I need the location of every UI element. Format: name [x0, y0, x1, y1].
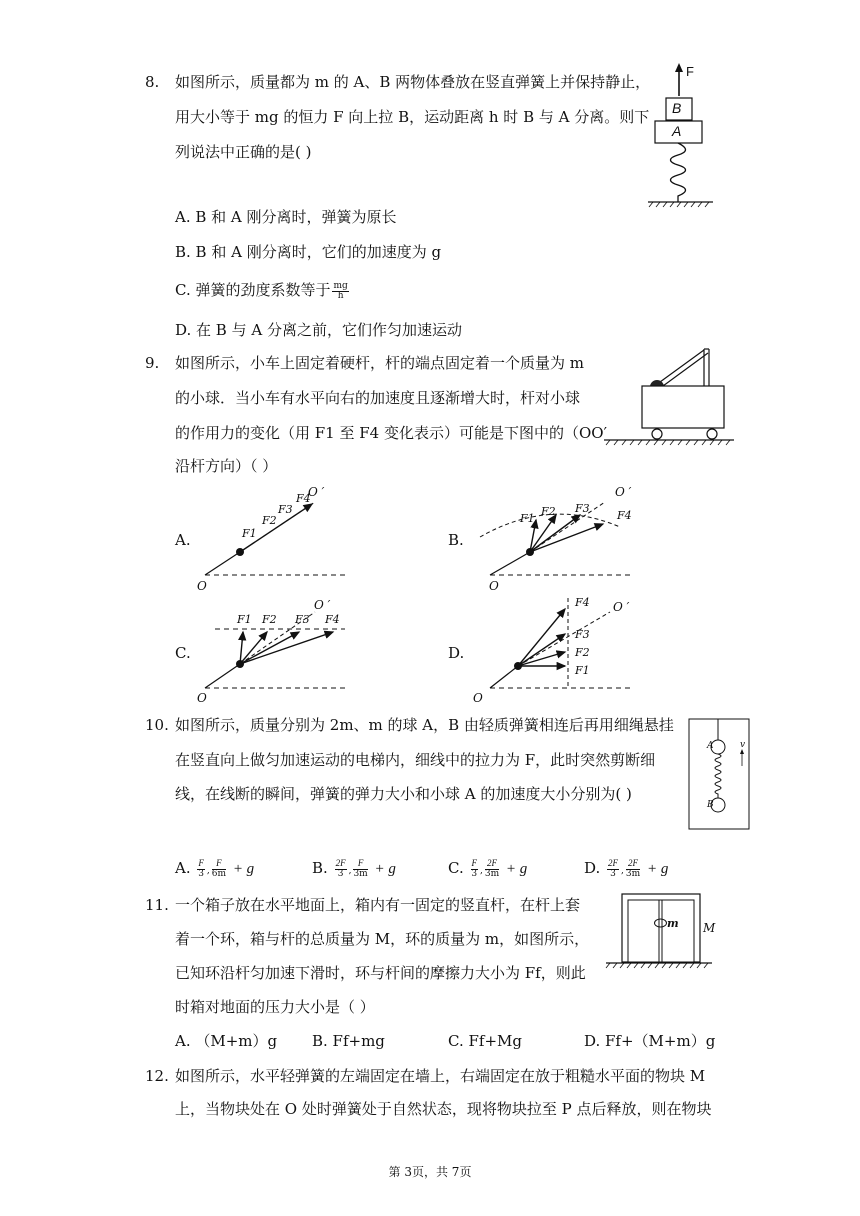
q9-option-a-diagram	[195, 482, 355, 592]
q11-line-2: 着一个环，箱与杆的总质量为 M，环的质量为 m，如图所示，	[175, 930, 590, 948]
q9-c-f3: F3	[295, 613, 310, 626]
q11-option-d: D. Ff+（M+m）g	[584, 1032, 716, 1050]
q9-b-f1: F1	[520, 512, 535, 525]
q9-cart-figure	[602, 345, 737, 455]
q9-a-f3: F3	[278, 503, 293, 516]
q8-option-a: A. B 和 A 刚分离时，弹簧为原长	[175, 208, 397, 226]
q8-line-2: 用大小等于 mg 的恒力 F 向上拉 B，运动距离 h 时 B 与 A 分离。则下	[175, 108, 650, 126]
q9-option-d-label: D.	[448, 644, 465, 662]
q9-c-oprime: O ′	[314, 598, 331, 612]
q12-number: 12.	[145, 1067, 169, 1085]
q10-option-a: A. $\frac{F}{3}$ , $\frac{F}{6m}$ + g	[175, 858, 255, 879]
q12-line-1: 如图所示，水平轻弹簧的左端固定在墙上，右端固定在放于粗糙水平面的物块 M	[175, 1067, 706, 1085]
q9-a-f2: F2	[262, 514, 277, 527]
q9-d-f3: F3	[575, 628, 590, 641]
q9-c-o: O	[197, 691, 207, 705]
q9-option-a-label: A.	[175, 531, 191, 549]
q11-label-big-m: M	[703, 921, 716, 935]
q10-line-2: 在竖直向上做匀加速运动的电梯内，细线中的拉力为 F，此时突然剪断细	[175, 751, 656, 769]
q11-line-1: 一个箱子放在水平地面上，箱内有一固定的竖直杆，在杆上套	[175, 896, 581, 914]
q10-option-b: B. $\frac{2F}{3}$ , $\frac{F}{3m}$ + g	[312, 858, 396, 879]
q9-a-f4: F4	[296, 492, 311, 505]
q10-option-c: C. $\frac{F}{3}$ , $\frac{2F}{3m}$ + g	[448, 858, 528, 879]
q10-line-1: 如图所示，质量分别为 2m、m 的球 A，B 由轻质弹簧相连后再用细绳悬挂	[175, 716, 674, 734]
q9-a-f1: F1	[242, 527, 257, 540]
q11-option-b: B. Ff+mg	[312, 1032, 385, 1050]
q9-b-oprime: O ′	[615, 485, 632, 499]
q10-number: 10.	[145, 716, 169, 734]
q8-label-f: F	[686, 64, 694, 79]
q9-d-o: O	[473, 691, 483, 705]
q11-box-figure	[604, 890, 714, 972]
q9-option-b-label: B.	[448, 531, 464, 549]
q8-option-b: B. B 和 A 刚分离时，它们的加速度为 g	[175, 243, 442, 261]
q9-number: 9.	[145, 354, 160, 372]
q9-line-2: 的小球．当小车有水平向右的加速度且逐渐增大时，杆对小球	[175, 389, 581, 407]
q11-option-a: A. （M+m）g	[175, 1032, 278, 1050]
q9-a-o: O	[197, 579, 207, 593]
q9-option-c-diagram	[195, 594, 355, 704]
q8-line-1: 如图所示，质量都为 m 的 A、B 两物体叠放在竖直弹簧上并保持静止，	[175, 73, 651, 91]
q12-line-2: 上，当物块处在 O 处时弹簧处于自然状态，现将物块拉至 P 点后释放，则在物块	[175, 1100, 712, 1118]
q9-b-f2: F2	[541, 505, 556, 518]
q8-option-c-text: C. 弹簧的劲度系数等于	[175, 281, 331, 299]
q9-line-4: 沿杆方向）（ ）	[175, 457, 278, 475]
q8-option-c	[175, 280, 351, 301]
q9-c-f4: F4	[325, 613, 340, 626]
q9-b-f4: F4	[617, 509, 632, 522]
q11-line-3: 已知环沿杆匀加速下滑时，环与杆间的摩擦力大小为 Ff，则此	[175, 964, 586, 982]
q9-line-3: 的作用力的变化（用 F1 至 F4 变化表示）可能是下图中的（OO′	[175, 424, 607, 442]
q11-label-m: m	[667, 917, 679, 930]
q8-number: 8.	[145, 73, 160, 91]
q8-label-a: A	[672, 123, 682, 139]
q8-option-d: D. 在 B 与 A 分离之前，它们作匀加速运动	[175, 321, 462, 339]
q10-elevator-figure	[688, 718, 750, 830]
q11-line-4: 时箱对地面的压力大小是（ ）	[175, 998, 375, 1016]
q10-label-b: B	[707, 800, 714, 810]
q9-d-f1: F1	[575, 664, 590, 677]
q11-option-c: C. Ff+Mg	[448, 1032, 522, 1050]
q8-option-c-fraction: $\frac{mg}{h}$	[333, 280, 348, 301]
q9-b-o: O	[489, 579, 499, 593]
q9-d-f2: F2	[575, 646, 590, 659]
q10-line-3: 线，在线断的瞬间，弹簧的弹力大小和小球 A 的加速度大小分别为( )	[175, 785, 632, 803]
q8-spring-figure	[643, 60, 723, 210]
q8-label-b: B	[672, 100, 682, 116]
q8-line-3: 列说法中正确的是( )	[175, 143, 312, 161]
q9-c-f1: F1	[237, 613, 252, 626]
q9-d-f4: F4	[575, 596, 590, 609]
q10-label-a: A	[707, 741, 714, 751]
page-footer: 第 3页，共 7页	[388, 1165, 472, 1179]
q9-d-oprime: O ′	[613, 600, 630, 614]
q9-option-c-label: C.	[175, 644, 191, 662]
q10-label-v: v	[740, 740, 746, 750]
q9-c-f2: F2	[262, 613, 277, 626]
q10-option-d: D. $\frac{2F}{3}$ , $\frac{2F}{3m}$ + g	[584, 858, 669, 879]
q9-line-1: 如图所示，小车上固定着硬杆，杆的端点固定着一个质量为 m	[175, 354, 584, 372]
q9-b-f3: F3	[575, 502, 590, 515]
q9-a-oprime: O ′	[308, 485, 325, 499]
q11-number: 11.	[145, 896, 169, 914]
